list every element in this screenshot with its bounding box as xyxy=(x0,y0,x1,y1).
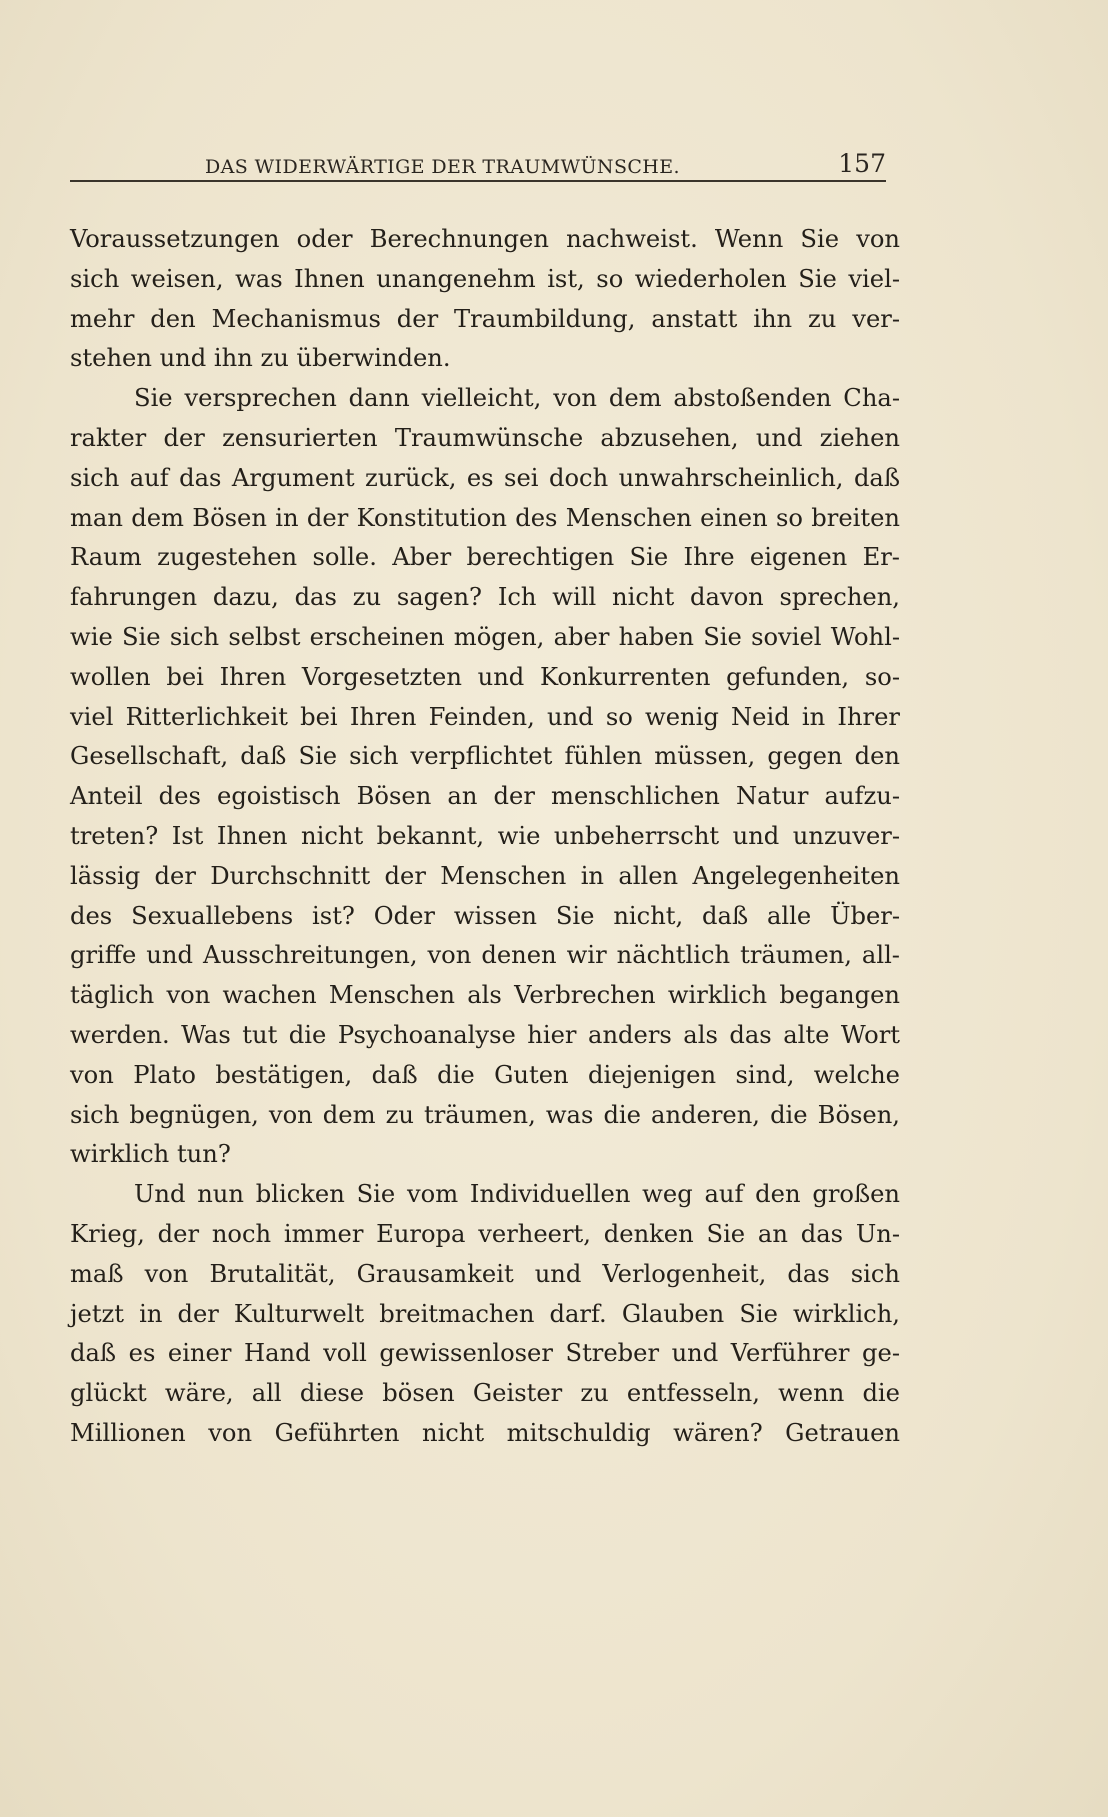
text-line: rakter der zensurierten Traumwünsche abzusehen, und ziehen xyxy=(70,423,900,452)
text-line: wie Sie sich selbst erscheinen mögen, aber haben Sie soviel Wohl- xyxy=(70,622,900,651)
text-line: wirklich tun? xyxy=(70,1140,231,1169)
text-line: sich begnügen, von dem zu träumen, was die anderen, die Bösen, xyxy=(70,1100,900,1129)
text-line: mehr den Mechanismus der Traumbildung, anstatt ihn zu ver- xyxy=(70,304,900,333)
text-line: viel Ritterlichkeit bei Ihren Feinden, und so wenig Neid in Ihrer xyxy=(70,702,900,731)
text-line: Krieg, der noch immer Europa verheert, denken Sie an das Un- xyxy=(70,1219,900,1248)
text-line: von Plato bestätigen, daß die Guten diejenigen sind, welche xyxy=(70,1060,900,1089)
text-line: sich auf das Argument zurück, es sei doch unwahrscheinlich, daß xyxy=(70,463,900,492)
text-line: Und nun blicken Sie vom Individuellen weg auf den großen xyxy=(134,1180,900,1209)
page-number: 157 xyxy=(838,149,886,178)
text-line: jetzt in der Kulturwelt breitmachen darf. Glauben Sie wirklich, xyxy=(70,1299,900,1328)
text-line: fahrungen dazu, das zu sagen? Ich will nicht davon sprechen, xyxy=(70,583,900,612)
text-line: Millionen von Geführten nicht mitschuldig wären? Getrauen xyxy=(70,1418,900,1447)
text-line: Raum zugestehen solle. Aber berechtigen Sie Ihre eigenen Er- xyxy=(70,543,900,572)
text-line: Sie versprechen dann vielleicht, von dem abstoßenden Cha- xyxy=(134,384,900,413)
running-title: DAS WIDERWÄRTIGE DER TRAUMWÜNSCHE. xyxy=(205,156,680,178)
text-line: treten? Ist Ihnen nicht bekannt, wie unbeherrscht und unzuver- xyxy=(70,821,900,850)
text-line: wollen bei Ihren Vorgesetzten und Konkurrenten gefunden, so- xyxy=(70,662,900,691)
text-line: stehen und ihn zu überwinden. xyxy=(70,344,451,373)
header-rule xyxy=(70,180,886,182)
text-line: werden. Was tut die Psychoanalyse hier anders als das alte Wort xyxy=(70,1020,900,1049)
text-line: daß es einer Hand voll gewissenloser Streber und Verführer ge- xyxy=(70,1339,900,1368)
text-line: man dem Bösen in der Konstitution des Menschen einen so breiten xyxy=(70,503,900,532)
text-line: Voraussetzungen oder Berechnungen nachweist. Wenn Sie von xyxy=(70,225,900,253)
text-line: lässig der Durchschnitt der Menschen in allen Angelegenheiten xyxy=(70,861,900,890)
text-line: täglich von wachen Menschen als Verbrechen wirklich begangen xyxy=(70,981,900,1010)
text-line: des Sexuallebens ist? Oder wissen Sie nicht, daß alle Über- xyxy=(70,901,900,930)
page-header xyxy=(70,144,886,184)
text-line: griffe und Ausschreitungen, von denen wir nächtlich träumen, all- xyxy=(70,941,900,970)
text-line: sich weisen, was Ihnen unangenehm ist, so wiederholen Sie viel- xyxy=(70,264,900,293)
body-text xyxy=(70,220,900,1454)
text-line: Gesellschaft, daß Sie sich verpflichtet fühlen müssen, gegen den xyxy=(70,742,900,771)
text-line: maß von Brutalität, Grausamkeit und Verlogenheit, das sich xyxy=(70,1259,900,1288)
text-line: glückt wäre, all diese bösen Geister zu entfesseln, wenn die xyxy=(70,1379,900,1408)
text-line: Anteil des egoistisch Bösen an der menschlichen Natur aufzu- xyxy=(70,782,900,811)
